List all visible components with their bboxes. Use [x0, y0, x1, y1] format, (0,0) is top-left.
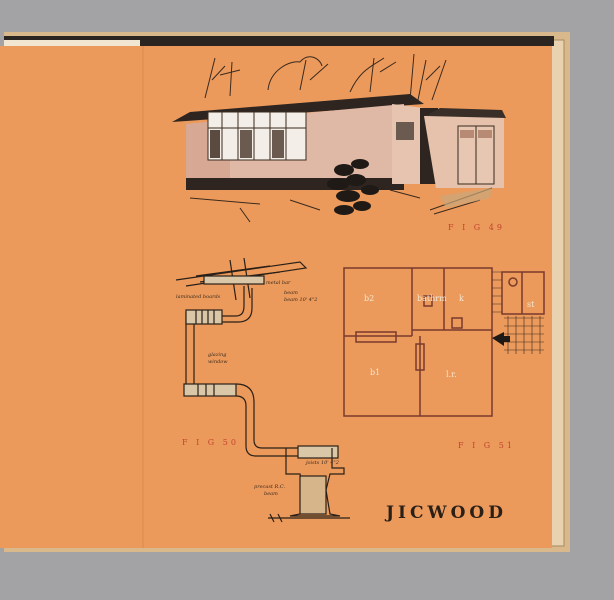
note-beam: beam — [284, 290, 298, 296]
note-beam-lower: beam — [264, 491, 278, 497]
note-beam-size: beam 10' 4"2 — [284, 297, 318, 303]
room-living: l.r. — [446, 370, 457, 379]
room-kitchen: k — [459, 294, 464, 303]
note-joists: joists 10' 4"2 — [306, 460, 339, 466]
note-precast: precast R.C. — [254, 484, 286, 490]
top-light-strip — [4, 40, 140, 46]
room-store: st — [527, 300, 535, 309]
note-metal-bar: metal bar — [266, 280, 291, 286]
room-bathroom: bathrm — [417, 294, 447, 303]
room-b1: b1 — [370, 368, 381, 377]
fig51-label: F I G 51 — [458, 441, 515, 450]
note-laminated-boards: laminated boards — [176, 294, 221, 300]
book-title: JICWOOD — [386, 503, 507, 523]
note-glazing: glazing — [208, 352, 227, 358]
note-window: window — [208, 359, 228, 365]
fig49-label: F I G 49 — [448, 223, 505, 232]
fig50-label: F I G 50 — [182, 438, 239, 447]
room-b2: b2 — [364, 294, 375, 303]
